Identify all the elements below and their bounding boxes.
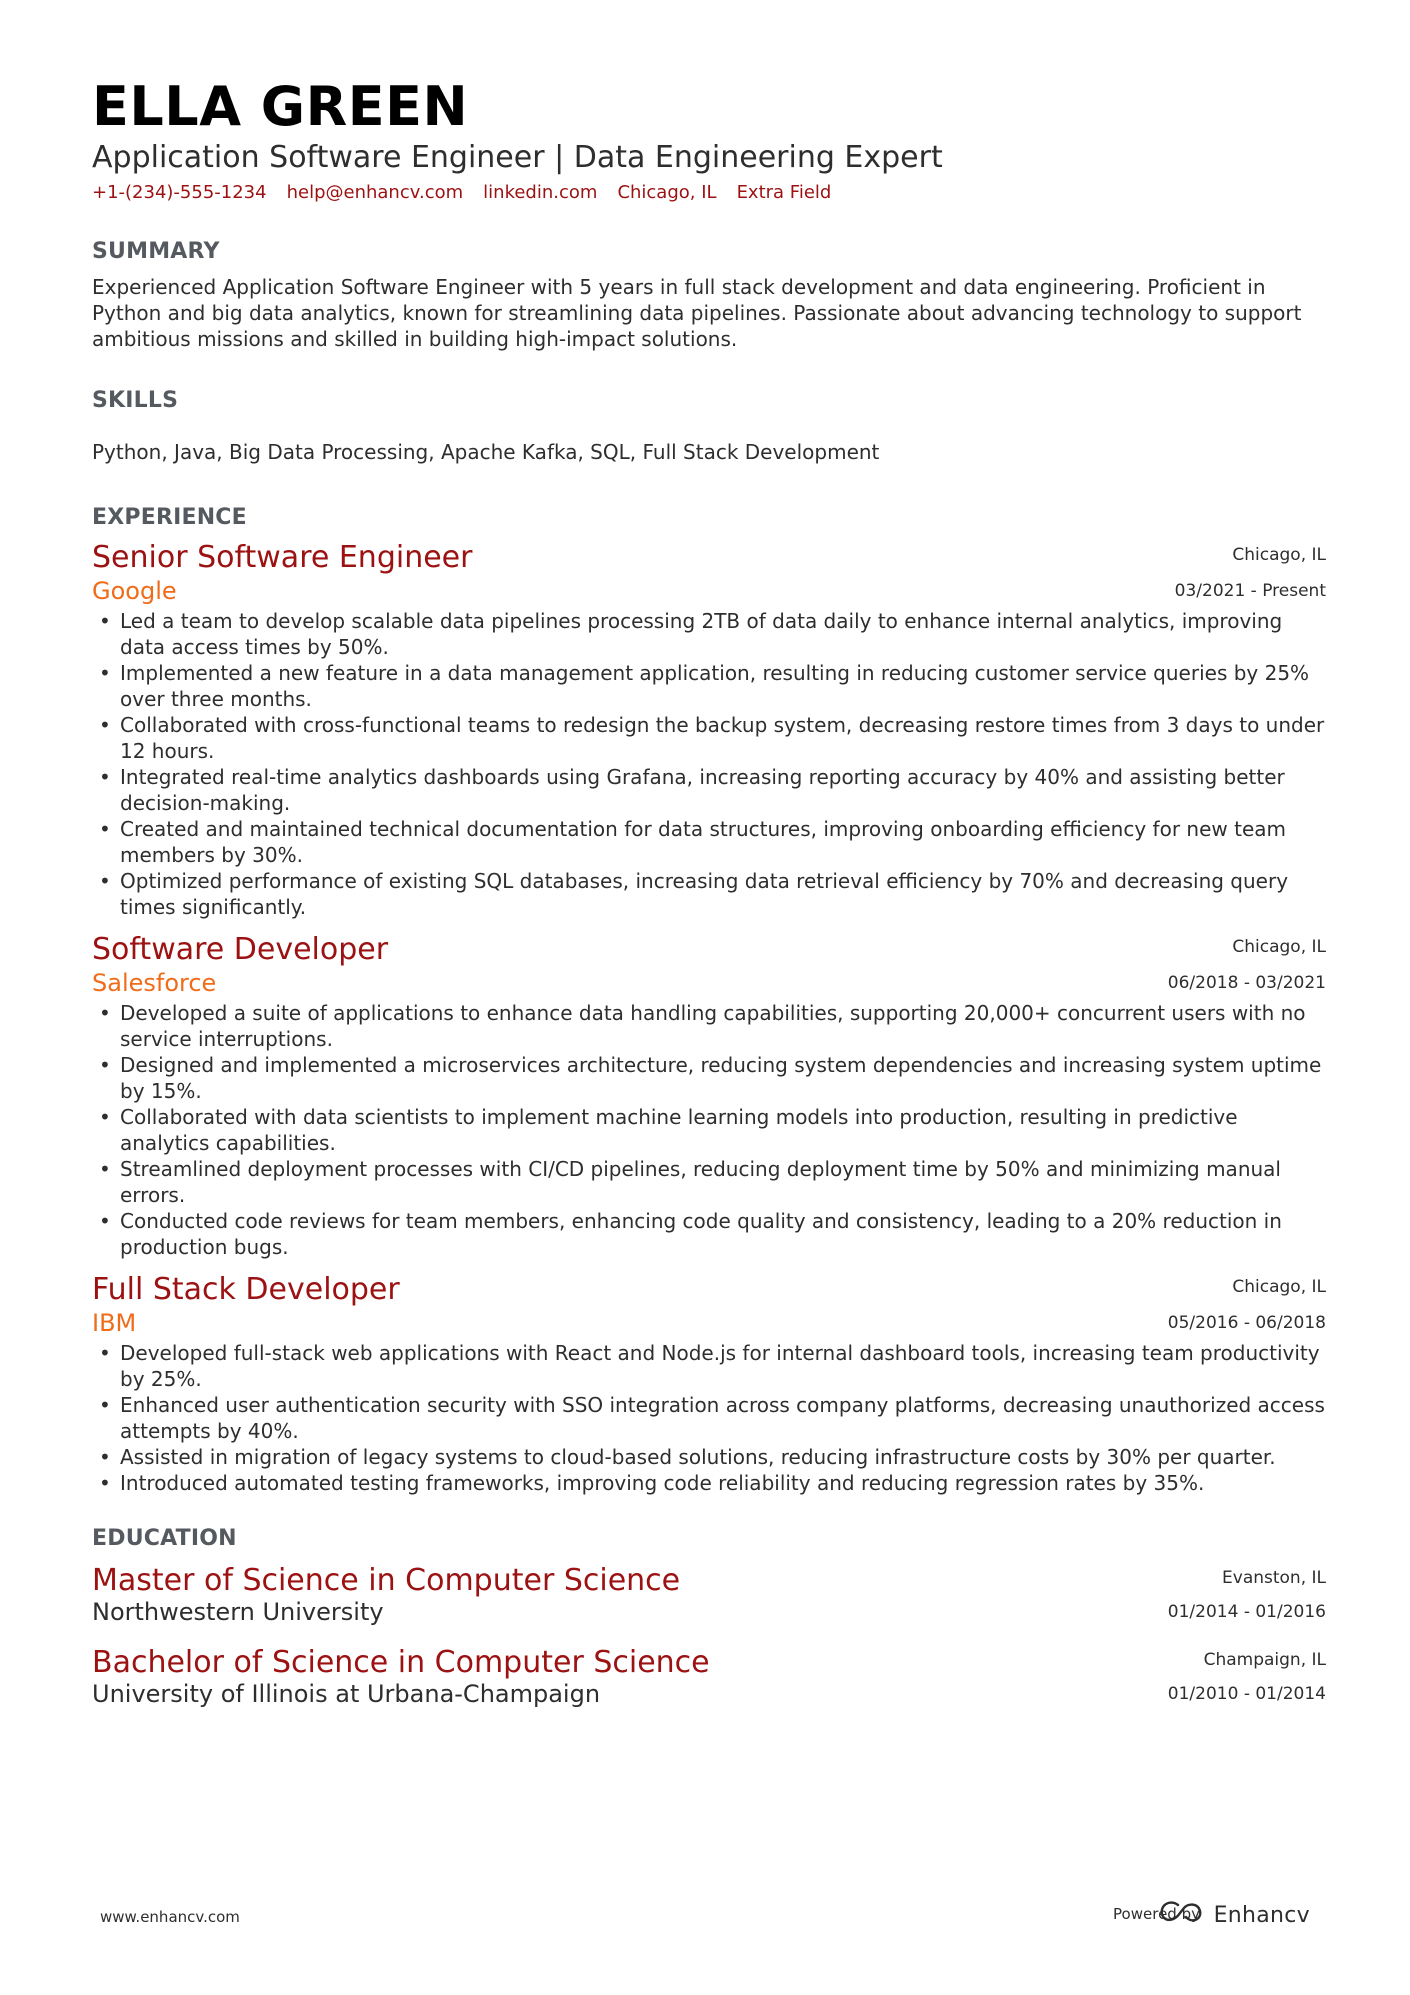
contact-location: Chicago, IL (617, 182, 717, 204)
job-bullet: • Optimized performance of existing SQL databases, increasing data retrieval efficiency by 70% and decreasing query times significantly. (92, 868, 1326, 920)
job-bullet: • Created and maintained technical documentation for data structures, improving onboarding efficiency for new team members by 30%. (92, 816, 1326, 868)
education-section (92, 1526, 1326, 1711)
job-dates: 05/2016 - 06/2018 (1167, 1313, 1326, 1334)
powered-by-label: Powered by (1113, 1905, 1200, 1923)
school-location: Evanston, IL (1222, 1568, 1326, 1589)
footer-url[interactable]: www.enhancv.com (100, 1908, 240, 1926)
company-name: IBM (92, 1309, 137, 1338)
job-bullet: • Designed and implemented a microservices architecture, reducing system dependencies and increasing system uptime by 15%. (92, 1052, 1326, 1104)
school-name: University of Illinois at Urbana-Champaign (92, 1680, 601, 1709)
job-location: Chicago, IL (1232, 1277, 1326, 1298)
brand-name: Enhancv (1213, 1902, 1310, 1928)
job-location: Chicago, IL (1232, 937, 1326, 958)
resume-page (92, 76, 1326, 1711)
job-bullet: • Streamlined deployment processes with CI/CD pipelines, reducing deployment time by 50% and minimizing manual errors. (92, 1156, 1326, 1208)
experience-entry (92, 540, 1326, 920)
skills-section (92, 388, 1326, 465)
job-bullets (92, 1000, 1326, 1260)
job-bullet: • Developed a suite of applications to enhance data handling capabilities, supporting 20,000+ concurrent users with no service interruptions. (92, 1000, 1326, 1052)
company-name: Google (92, 577, 177, 606)
school-location: Champaign, IL (1203, 1650, 1326, 1671)
education-entry (92, 1645, 1326, 1711)
job-bullets (92, 608, 1326, 920)
headline: Application Software Engineer | Data Engineering Expert (92, 140, 943, 176)
contact-extra-field: Extra Field (736, 182, 832, 204)
experience-title: EXPERIENCE (92, 505, 247, 531)
job-bullet: • Assisted in migration of legacy systems to cloud-based solutions, reducing infrastructure costs by 30% per quarter. (92, 1444, 1326, 1470)
education-dates: 01/2014 - 01/2016 (1167, 1602, 1326, 1623)
skills-title: SKILLS (92, 388, 179, 414)
job-bullet: • Enhanced user authentication security with SSO integration across company platforms, decreasing unauthorized access attempts by 40%. (92, 1392, 1326, 1444)
job-bullet: • Integrated real-time analytics dashboards using Grafana, increasing reporting accuracy by 40% and assisting better decision-making. (92, 764, 1326, 816)
enhancv-logo-icon (1158, 1900, 1206, 1930)
candidate-name: ELLA GREEN (92, 75, 469, 138)
contact-bar (92, 182, 1326, 203)
summary-section (92, 239, 1326, 352)
experience-entry-header (92, 932, 1326, 1000)
degree-title: Bachelor of Science in Computer Science (92, 1645, 710, 1681)
job-title: Senior Software Engineer (92, 540, 473, 576)
contact-phone[interactable]: +1-(234)-555-1234 (92, 182, 267, 204)
job-title: Full Stack Developer (92, 1272, 400, 1308)
summary-title: SUMMARY (92, 239, 220, 265)
education-title: EDUCATION (92, 1526, 237, 1552)
degree-title: Master of Science in Computer Science (92, 1563, 681, 1599)
job-bullet: • Led a team to develop scalable data pipelines processing 2TB of data daily to enhance internal analytics, improving data access times by 50%. (92, 608, 1326, 660)
job-bullet: • Developed full-stack web applications with React and Node.js for internal dashboard tools, increasing team productivity by 25%. (92, 1340, 1326, 1392)
experience-entry (92, 1272, 1326, 1496)
job-dates: 06/2018 - 03/2021 (1167, 973, 1326, 994)
job-location: Chicago, IL (1232, 545, 1326, 566)
contact-email[interactable]: help@enhancv.com (286, 182, 464, 204)
education-entry (92, 1563, 1326, 1629)
school-name: Northwestern University (92, 1598, 384, 1627)
summary-text: Experienced Application Software Engineer with 5 years in full stack development and data engineering. Proficient in Python and big data analytics, known for streamlining data pipelines. Passionate about advancing technology to support ambitious missions and skilled in building high-impact solutions. (92, 275, 1302, 352)
job-bullet: • Implemented a new feature in a data management application, resulting in reducing customer service queries by 25% over three months. (92, 660, 1326, 712)
company-name: Salesforce (92, 969, 217, 998)
education-dates: 01/2010 - 01/2014 (1167, 1684, 1326, 1705)
job-title: Software Developer (92, 932, 389, 968)
contact-linkedin[interactable]: linkedin.com (483, 182, 598, 204)
skills-text: Python, Java, Big Data Processing, Apache Kafka, SQL, Full Stack Development (92, 440, 880, 465)
job-dates: 03/2021 - Present (1174, 581, 1326, 602)
job-bullets (92, 1340, 1326, 1496)
experience-entry-header (92, 1272, 1326, 1340)
job-bullet: • Introduced automated testing frameworks, improving code reliability and reducing regression rates by 35%. (92, 1470, 1326, 1496)
job-bullet: • Collaborated with cross-functional teams to redesign the backup system, decreasing restore times from 3 days to under 12 hours. (92, 712, 1326, 764)
experience-section (92, 505, 1326, 1496)
brand-logo[interactable] (1158, 1900, 1310, 1930)
page-footer (100, 1900, 1310, 1930)
job-bullet: • Conducted code reviews for team members, enhancing code quality and consistency, leading to a 20% reduction in production bugs. (92, 1208, 1326, 1260)
experience-entry (92, 932, 1326, 1260)
experience-entry-header (92, 540, 1326, 608)
job-bullet: • Collaborated with data scientists to implement machine learning models into production, resulting in predictive analytics capabilities. (92, 1104, 1326, 1156)
resume-header (92, 76, 1326, 203)
